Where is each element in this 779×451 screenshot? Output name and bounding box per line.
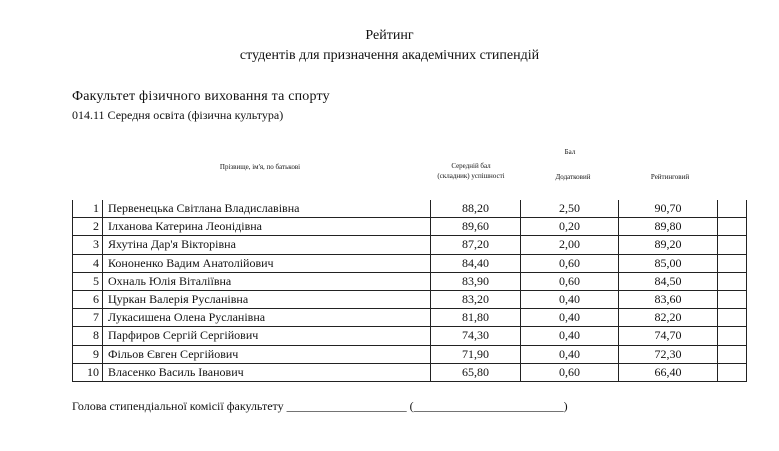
- table-row: [73, 327, 747, 345]
- table-row: [73, 345, 747, 363]
- row-number: 6: [73, 290, 103, 308]
- student-name: Яхутіна Дар'я Вікторівна: [103, 236, 431, 254]
- table-row: [73, 254, 747, 272]
- rating-score: 84,50: [619, 272, 718, 290]
- student-name: Парфиров Сергій Сергійович: [103, 327, 431, 345]
- row-number: 8: [73, 327, 103, 345]
- additional-score: 2,50: [521, 200, 619, 218]
- average-score: 65,80: [431, 363, 521, 381]
- specialty-name: 014.11 Середня освіта (фізична культура): [72, 108, 284, 122]
- average-score: 87,20: [431, 236, 521, 254]
- header-additional: Додатковий: [555, 173, 591, 181]
- table-row: [73, 200, 747, 218]
- rating-score: 89,80: [619, 218, 718, 236]
- additional-score: 0,40: [521, 345, 619, 363]
- additional-score: 0,20: [521, 218, 619, 236]
- rating-score: 85,00: [619, 254, 718, 272]
- header-name: Прізвище, ім'я, по батькові: [219, 163, 301, 171]
- row-number: 5: [73, 272, 103, 290]
- average-score: 84,40: [431, 254, 521, 272]
- rating-score: 82,20: [619, 309, 718, 327]
- table-row: [73, 290, 747, 308]
- additional-score: 0,60: [521, 272, 619, 290]
- table-row: [73, 236, 747, 254]
- empty-cell: [718, 200, 747, 218]
- rating-score: 72,30: [619, 345, 718, 363]
- table-row: [73, 309, 747, 327]
- additional-score: 0,40: [521, 290, 619, 308]
- student-name: Цуркан Валерія Русланівна: [103, 290, 431, 308]
- row-number: 7: [73, 309, 103, 327]
- table-row: [73, 363, 747, 381]
- empty-cell: [718, 290, 747, 308]
- student-name: Лукасишена Олена Русланівна: [103, 309, 431, 327]
- rating-score: 74,70: [619, 327, 718, 345]
- average-score: 88,20: [431, 200, 521, 218]
- rating-table: [72, 200, 747, 382]
- average-score: 83,90: [431, 272, 521, 290]
- additional-score: 0,40: [521, 327, 619, 345]
- student-name: Первенецька Світлана Владиславівна: [103, 200, 431, 218]
- header-rating: Рейтинговий: [650, 173, 690, 181]
- additional-score: 2,00: [521, 236, 619, 254]
- average-score: 83,20: [431, 290, 521, 308]
- additional-score: 0,40: [521, 309, 619, 327]
- signature-line: Голова стипендіальної комісії факультету ____________________ (_________________________): [72, 399, 568, 413]
- document-title: Рейтинг: [365, 28, 414, 43]
- row-number: 3: [73, 236, 103, 254]
- rating-score: 66,40: [619, 363, 718, 381]
- student-name: Ілханова Катерина Леонідівна: [103, 218, 431, 236]
- average-score: 74,30: [431, 327, 521, 345]
- empty-cell: [718, 363, 747, 381]
- empty-cell: [718, 254, 747, 272]
- rating-score: 90,70: [619, 200, 718, 218]
- average-score: 81,80: [431, 309, 521, 327]
- student-name: Кононенко Вадим Анатолійович: [103, 254, 431, 272]
- row-number: 2: [73, 218, 103, 236]
- average-score: 71,90: [431, 345, 521, 363]
- empty-cell: [718, 309, 747, 327]
- faculty-name: Факультет фізичного виховання та спорту: [72, 89, 330, 104]
- empty-cell: [718, 272, 747, 290]
- header-score-group: Бал: [564, 148, 576, 156]
- row-number: 9: [73, 345, 103, 363]
- student-name: Фільов Євген Сергійович: [103, 345, 431, 363]
- empty-cell: [718, 236, 747, 254]
- empty-cell: [718, 327, 747, 345]
- table-row: [73, 218, 747, 236]
- average-score: 89,60: [431, 218, 521, 236]
- student-name: Власенко Василь Іванович: [103, 363, 431, 381]
- row-number: 10: [73, 363, 103, 381]
- row-number: 4: [73, 254, 103, 272]
- rating-score: 83,60: [619, 290, 718, 308]
- header-average: Середній бал (складник) успішності: [437, 162, 505, 180]
- table-row: [73, 272, 747, 290]
- additional-score: 0,60: [521, 254, 619, 272]
- empty-cell: [718, 218, 747, 236]
- row-number: 1: [73, 200, 103, 218]
- document-subtitle: студентів для призначення академічних стипендій: [239, 48, 540, 63]
- additional-score: 0,60: [521, 363, 619, 381]
- student-name: Охналь Юлія Віталіївна: [103, 272, 431, 290]
- rating-score: 89,20: [619, 236, 718, 254]
- empty-cell: [718, 345, 747, 363]
